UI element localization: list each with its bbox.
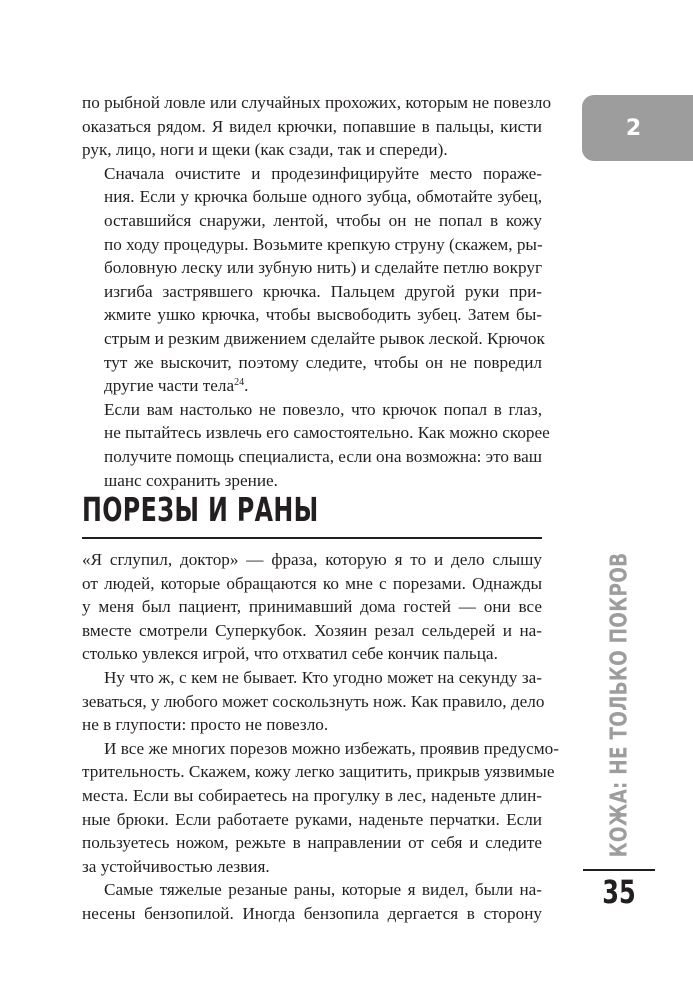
chapter-tab <box>582 95 693 161</box>
text-line: другие части тела <box>104 376 235 396</box>
text-line: шанс сохранить зрение. <box>104 470 278 490</box>
text-line: И все же многих порезов можно избежать, проявив предусмо- <box>104 738 559 758</box>
section-heading: ПОРЕЗЫ И РАНЫ <box>82 490 319 529</box>
side-running-title <box>598 552 640 858</box>
paragraph <box>82 162 545 398</box>
text-line: вместе смотрели Суперкубок. Хозяин резал сельдерей и на- <box>82 620 542 640</box>
text-line: оказаться рядом. Я видел крючки, попавшие в пальцы, кисти <box>82 116 542 136</box>
text-line: Сначала очистите и продезинфицируйте место пораже- <box>104 163 542 183</box>
text-line: по рыбной ловле или случайных прохожих, которым не повезло <box>82 93 552 112</box>
text-line: оставшийся снаружи, лентой, чтобы он не попал в кожу <box>104 210 542 230</box>
text-line: боловную леску или зубную нить) и сделайте петлю вокруг <box>104 258 542 278</box>
text-line: у меня был пациент, принимавший дома гостей — они все <box>82 597 542 617</box>
text-line: зеваться, у любого может соскользнуть нож. Как правило, дело <box>82 691 545 711</box>
body-text-bottom <box>82 548 559 926</box>
text-line: от людей, которые обращаются ко мне с порезами. Однажды <box>82 573 542 593</box>
chapter-number: 2 <box>625 115 642 141</box>
text-line: Если вам настолько не повезло, что крючок попал в глаз, <box>104 399 542 419</box>
text-line: «Я сглупил, доктор» — фраза, которую я то и дело слышу <box>82 550 542 569</box>
text-line: трительность. Скажем, кожу легко защитить, прикрыв уязвимые <box>82 762 555 782</box>
text-line-with-footnote: другие части тела$^{24}$. <box>104 376 249 396</box>
text-line: получите помощь специалиста, если она возможна: это ваш <box>104 446 543 466</box>
body-text-top <box>82 91 552 492</box>
paragraph <box>82 666 545 737</box>
heading-rule <box>82 537 542 539</box>
side-title-text: КОЖА: НЕ ТОЛЬКО ПОКРОВ <box>606 552 633 858</box>
text-line: не в глупости: просто не повезло. <box>82 715 329 735</box>
text-line: несены бензопилой. Иногда бензопила дергается в сторону <box>82 903 542 923</box>
footnote-ref: 24 <box>234 377 245 389</box>
text-line: жмите ушко крючка, чтобы высвободить зубец. Затем бы- <box>104 305 542 325</box>
text-line: за устойчивостью лезвия. <box>82 856 270 876</box>
text-line: стрым и резким движением сделайте рывок леской. Крючок <box>104 328 545 348</box>
paragraph <box>82 878 542 925</box>
text-line: не пытайтесь извлечь его самостоятельно. Как можно скорее <box>104 423 550 443</box>
text-line: Ну что ж, с кем не бывает. Кто угодно может на секунду за- <box>104 667 542 687</box>
paragraph <box>82 548 542 666</box>
paragraph <box>82 398 550 492</box>
text-line: тут же выскочит, поэтому следите, чтобы он не повредил <box>104 352 542 372</box>
text-line: столько увлекся игрой, что отхватил себе кончик пальца. <box>82 644 498 664</box>
page-number-rule <box>583 869 655 871</box>
text-line: изгиба застрявшего крючка. Пальцем другой руки при- <box>104 281 542 301</box>
text-line: ния. Если у крючка больше одного зубца, обмотайте зубец, <box>104 187 542 207</box>
page-number: 35 <box>602 873 636 911</box>
paragraph <box>82 91 552 162</box>
text-line: места. Если вы собираетесь на прогулку в лес, наденьте длин- <box>82 785 542 805</box>
paragraph <box>82 737 559 879</box>
text-line: по ходу процедуры. Возьмите крепкую струну (скажем, ры- <box>104 234 543 254</box>
text-line: пользуетесь ножом, режьте в направлении от себя и следите <box>82 833 542 853</box>
text-line: рук, лицо, ноги и щеки (как сзади, так и спереди). <box>82 140 448 160</box>
text-line: ные брюки. Если работаете руками, наденьте перчатки. Если <box>82 809 542 829</box>
text-line: Самые тяжелые резаные раны, которые я видел, были на- <box>104 880 542 900</box>
